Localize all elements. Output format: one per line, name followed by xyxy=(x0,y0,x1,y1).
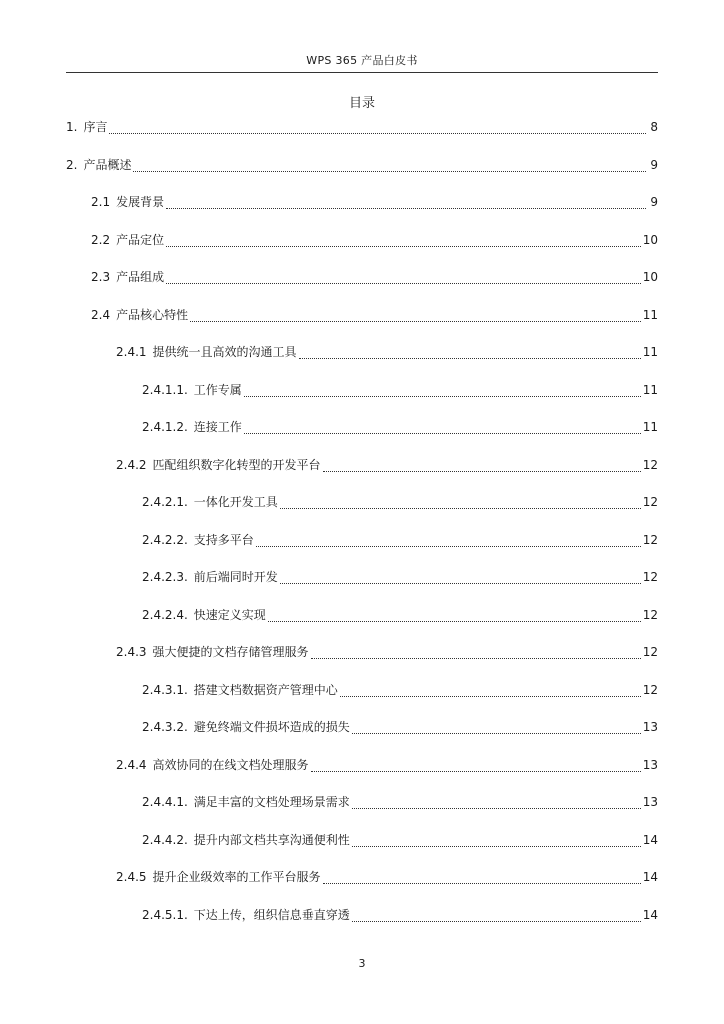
toc-entry[interactable] xyxy=(66,677,658,715)
toc-entry-label: 避免终端文件损坏造成的损失 xyxy=(193,720,350,734)
header-rule xyxy=(66,72,658,73)
toc-entry-page: 8 xyxy=(650,120,658,134)
toc-entry[interactable] xyxy=(66,527,658,565)
toc-entry[interactable] xyxy=(66,414,658,452)
toc-dot-leader xyxy=(133,155,646,172)
toc-dot-leader xyxy=(299,342,641,359)
toc-entry[interactable] xyxy=(66,489,658,527)
toc-entry-label: 提供统一且高效的沟通工具 xyxy=(152,345,297,359)
toc-entry-number: 2.4.2.1. xyxy=(142,495,188,509)
toc-dot-leader xyxy=(340,680,641,697)
toc-entry-page: 12 xyxy=(642,570,658,584)
toc-entry[interactable] xyxy=(66,752,658,790)
toc-dot-leader xyxy=(352,830,641,847)
page-number: 3 xyxy=(358,957,366,970)
toc-entry[interactable] xyxy=(66,227,658,265)
toc-entry-label: 强大便捷的文档存储管理服务 xyxy=(152,645,309,659)
toc-entry-page: 10 xyxy=(642,232,658,247)
toc-entry[interactable] xyxy=(66,339,658,377)
toc-entry-number: 2.4.1 xyxy=(116,345,147,359)
toc-dot-leader xyxy=(109,117,646,134)
toc-entry[interactable] xyxy=(66,602,658,640)
toc-entry-number: 2.1 xyxy=(91,195,111,209)
toc-entry-number: 2.4.5.1. xyxy=(142,907,188,922)
toc-dot-leader xyxy=(352,905,641,922)
toc-entry-label: 产品概述 xyxy=(83,157,132,172)
toc-entry-number: 2.4.4.2. xyxy=(142,832,188,847)
toc-entry-label: 高效协同的在线文档处理服务 xyxy=(152,757,309,772)
toc-entry[interactable] xyxy=(66,639,658,677)
toc-entry[interactable] xyxy=(66,152,658,190)
toc-entry-number: 2.4.4 xyxy=(116,757,147,772)
toc-entry-label: 前后端同时开发 xyxy=(193,570,278,584)
toc-entry-page: 13 xyxy=(642,757,658,772)
toc-entry-page: 11 xyxy=(642,382,658,397)
toc-entry-page: 11 xyxy=(642,345,658,359)
toc-entry-number: 2. xyxy=(66,157,78,172)
toc-entry[interactable] xyxy=(66,564,658,602)
toc-entry-label: 连接工作 xyxy=(193,420,242,434)
toc-entry-label: 产品定位 xyxy=(116,232,165,247)
toc-entry[interactable] xyxy=(66,114,658,152)
toc-dot-leader xyxy=(244,380,641,397)
toc-entry-number: 2.4.1.2. xyxy=(142,420,188,434)
toc-entry-label: 支持多平台 xyxy=(193,532,254,547)
toc-entry[interactable] xyxy=(66,714,658,752)
toc-entry-label: 匹配组织数字化转型的开发平台 xyxy=(152,457,321,472)
toc-entry[interactable] xyxy=(66,377,658,415)
toc-entry-page: 13 xyxy=(642,795,658,809)
toc-entry-number: 2.2 xyxy=(91,232,111,247)
toc-entry[interactable] xyxy=(66,827,658,865)
toc-entry-label: 产品核心特性 xyxy=(116,307,189,322)
toc-dot-leader xyxy=(352,717,641,734)
toc-dot-leader xyxy=(268,605,641,622)
toc-entry[interactable] xyxy=(66,452,658,490)
toc-entry-number: 1. xyxy=(66,120,78,134)
toc-entry-page: 12 xyxy=(642,495,658,509)
toc-dot-leader xyxy=(244,417,641,434)
toc-dot-leader xyxy=(352,792,641,809)
toc-entry-number: 2.4.2 xyxy=(116,457,147,472)
toc-dot-leader xyxy=(323,867,641,884)
toc-dot-leader xyxy=(311,642,641,659)
toc-entry-page: 9 xyxy=(650,157,658,172)
toc-entry-label: 发展背景 xyxy=(116,195,165,209)
toc-entry-page: 10 xyxy=(642,270,658,284)
toc-entry-page: 13 xyxy=(642,720,658,734)
toc-entry-page: 14 xyxy=(642,832,658,847)
toc-entry-label: 搭建文档数据资产管理中心 xyxy=(193,682,338,697)
toc-entry-page: 14 xyxy=(642,907,658,922)
toc-entry[interactable] xyxy=(66,189,658,227)
toc-entry-number: 2.4.2.3. xyxy=(142,570,188,584)
toc-dot-leader xyxy=(166,230,641,247)
toc-entry-label: 产品组成 xyxy=(116,270,165,284)
toc-entry-number: 2.4.2.2. xyxy=(142,532,188,547)
toc-entry-number: 2.4.2.4. xyxy=(142,607,188,622)
toc-entry-label: 提升企业级效率的工作平台服务 xyxy=(152,870,321,884)
toc-entry-number: 2.4.4.1. xyxy=(142,795,188,809)
toc-entry-label: 快速定义实现 xyxy=(193,607,266,622)
toc-entry-number: 2.4.3.1. xyxy=(142,682,188,697)
toc-dot-leader xyxy=(166,267,641,284)
toc-entry-number: 2.4.5 xyxy=(116,870,147,884)
toc-entry-page: 11 xyxy=(642,307,658,322)
toc-entry-page: 14 xyxy=(642,870,658,884)
toc-entry-number: 2.4.3 xyxy=(116,645,147,659)
toc-entry-page: 11 xyxy=(642,420,658,434)
toc-title: 目录 xyxy=(348,96,375,111)
toc-dot-leader xyxy=(323,455,641,472)
toc-entry-page: 12 xyxy=(642,645,658,659)
toc-dot-leader xyxy=(280,567,641,584)
toc-entry-label: 序言 xyxy=(83,120,108,134)
toc-dot-leader xyxy=(256,530,641,547)
table-of-contents xyxy=(66,114,658,939)
toc-entry-label: 工作专属 xyxy=(193,382,242,397)
toc-entry[interactable] xyxy=(66,789,658,827)
toc-entry-label: 提升内部文档共享沟通便利性 xyxy=(193,832,350,847)
toc-entry[interactable] xyxy=(66,302,658,340)
toc-entry-label: 满足丰富的文档处理场景需求 xyxy=(193,795,350,809)
toc-entry-label: 下达上传，组织信息垂直穿透 xyxy=(193,907,350,922)
toc-entry-label: 一体化开发工具 xyxy=(193,495,278,509)
toc-entry[interactable] xyxy=(66,864,658,902)
toc-entry-page: 9 xyxy=(650,195,658,209)
toc-entry-number: 2.4 xyxy=(91,307,111,322)
toc-entry-page: 12 xyxy=(642,532,658,547)
toc-dot-leader xyxy=(311,755,641,772)
toc-entry-number: 2.4.1.1. xyxy=(142,382,188,397)
toc-entry[interactable] xyxy=(66,264,658,302)
running-header: WPS 365 产品白皮书 xyxy=(306,54,418,67)
toc-dot-leader xyxy=(190,305,641,322)
toc-entry-page: 12 xyxy=(642,682,658,697)
toc-dot-leader xyxy=(166,192,646,209)
toc-entry-number: 2.4.3.2. xyxy=(142,720,188,734)
toc-entry-number: 2.3 xyxy=(91,270,111,284)
toc-entry-page: 12 xyxy=(642,607,658,622)
toc-dot-leader xyxy=(280,492,641,509)
toc-entry-page: 12 xyxy=(642,457,658,472)
toc-entry[interactable] xyxy=(66,902,658,940)
